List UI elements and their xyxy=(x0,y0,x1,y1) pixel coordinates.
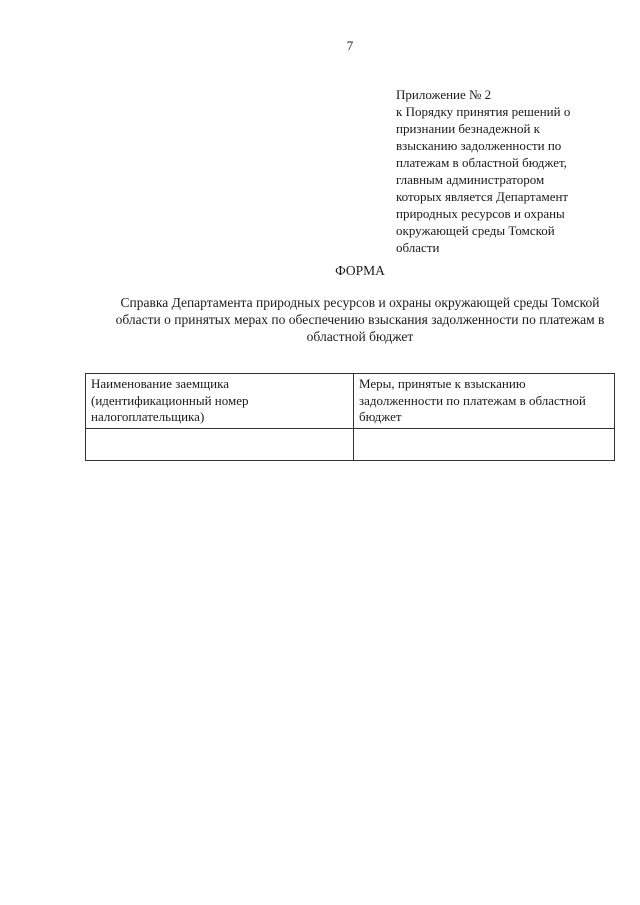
appendix-line: которых является Департамент xyxy=(396,189,569,204)
form-heading: ФОРМА xyxy=(335,263,385,278)
header-cell-borrower xyxy=(86,374,354,429)
form-table xyxy=(85,373,615,461)
appendix-line: взысканию задолженности по xyxy=(396,138,562,153)
appendix-line: признании безнадежной к xyxy=(396,121,540,136)
header-line: бюджет xyxy=(359,409,402,424)
header-cell-measures xyxy=(354,374,615,429)
document-title xyxy=(90,294,630,345)
header-line: Меры, принятые к взысканию xyxy=(359,376,526,391)
appendix-line: к Порядку принятия решений о xyxy=(396,104,571,119)
header-line: (идентификационный номер xyxy=(91,392,249,408)
appendix-line: области xyxy=(396,240,440,255)
header-line: налогоплательщика) xyxy=(91,409,205,424)
table-cell xyxy=(86,428,354,460)
appendix-line: окружающей среды Томской xyxy=(396,223,555,238)
table-header-row xyxy=(86,374,615,429)
title-line: областной бюджет xyxy=(306,329,414,344)
appendix-line: главным администратором xyxy=(396,172,545,187)
title-line: области о принятых мерах по обеспечению взыскания задолженности по платежам в xyxy=(115,312,605,327)
appendix-line: природных ресурсов и охраны xyxy=(396,206,565,221)
title-line: Справка Департамента природных ресурсов и охраны окружающей среды Томской xyxy=(120,295,600,310)
header-line: задолженности по платежам в областной xyxy=(359,392,586,408)
appendix-line: платежам в областной бюджет, xyxy=(396,155,567,170)
header-line: Наименование заемщика xyxy=(91,376,229,391)
table-row xyxy=(86,428,615,460)
table-cell xyxy=(354,428,615,460)
appendix-line: Приложение № 2 xyxy=(396,87,492,102)
appendix-block xyxy=(396,86,622,256)
page-number: 7 xyxy=(346,38,354,53)
